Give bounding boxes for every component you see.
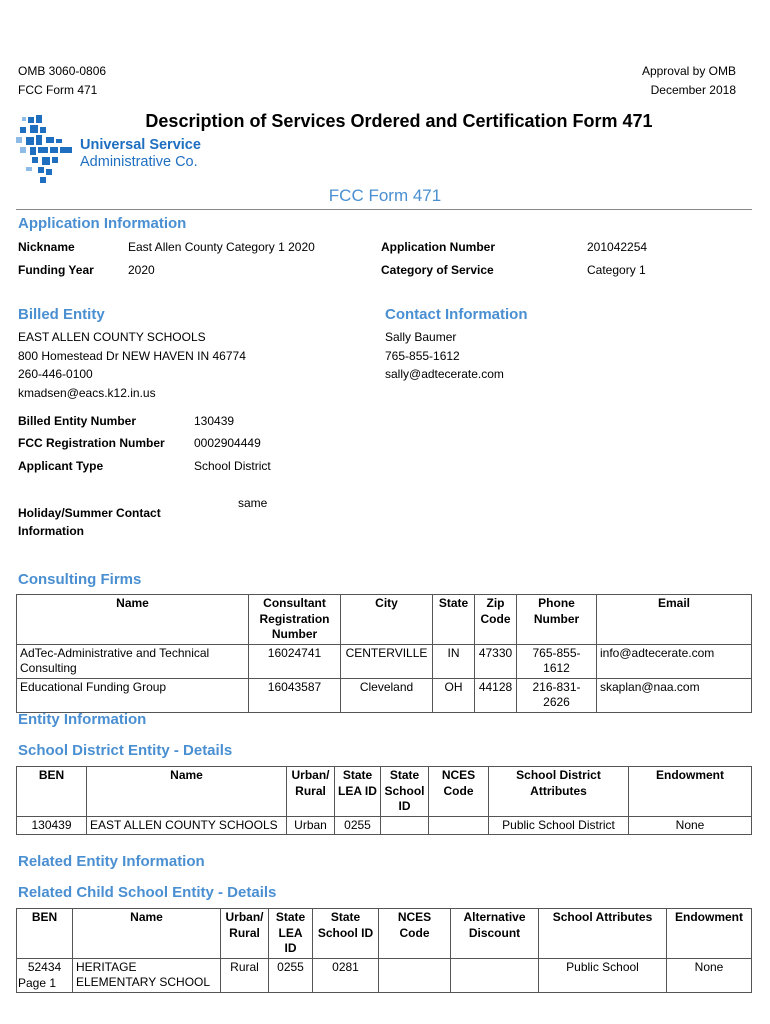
consulting-heading: Consulting Firms bbox=[18, 571, 142, 588]
funding-year-label: Funding Year bbox=[18, 263, 94, 277]
frn-label: FCC Registration Number bbox=[18, 436, 165, 450]
holiday-contact-value: same bbox=[238, 496, 268, 510]
col-city: City bbox=[341, 595, 433, 645]
billed-entity-email: kmadsen@eacs.k12.in.us bbox=[18, 385, 156, 400]
application-heading: Application Information bbox=[18, 215, 187, 232]
omb-number: OMB 3060-0806 bbox=[18, 64, 107, 78]
form-number: FCC Form 471 bbox=[18, 83, 98, 97]
ben-label: Billed Entity Number bbox=[18, 414, 137, 428]
divider bbox=[16, 209, 752, 210]
billed-entity-name: EAST ALLEN COUNTY SCHOOLS bbox=[18, 330, 206, 344]
approval-label: Approval by OMB bbox=[641, 64, 736, 78]
school-district-table bbox=[16, 766, 752, 835]
col-zip: Zip Code bbox=[475, 595, 517, 645]
consulting-table bbox=[16, 594, 752, 713]
logo-line2: Administrative Co. bbox=[80, 154, 198, 170]
billed-entity-block bbox=[18, 328, 246, 402]
page-title: Description of Services Ordered and Certification Form 471 bbox=[145, 111, 653, 131]
billed-entity-phone: 260-446-0100 bbox=[18, 367, 93, 381]
related-entity-heading: Related Entity Information bbox=[18, 853, 205, 870]
child-school-heading: Related Child School Entity - Details bbox=[18, 884, 277, 901]
col-state: State bbox=[433, 595, 475, 645]
header-right bbox=[642, 62, 736, 100]
billed-entity-heading: Billed Entity bbox=[18, 306, 105, 323]
form-title: FCC Form 471 bbox=[328, 186, 442, 205]
child-school-header-row: BEN Name Urban/ Rural State LEA ID State School ID NCES Code Alternative Discount School Attributes Endowment bbox=[17, 909, 752, 959]
category-value: Category 1 bbox=[587, 263, 646, 277]
applicant-type-value: School District bbox=[194, 459, 271, 473]
logo-line1: Universal Service bbox=[80, 137, 201, 153]
entity-info-heading: Entity Information bbox=[18, 711, 147, 728]
col-phone: Phone Number bbox=[517, 595, 597, 645]
nickname-label: Nickname bbox=[18, 240, 75, 254]
ben-value: 130439 bbox=[194, 414, 235, 428]
school-district-header-row: BEN Name Urban/ Rural State LEA ID State School ID NCES Code School District Attributes Endowment bbox=[17, 767, 752, 817]
applicant-type-label: Applicant Type bbox=[18, 459, 104, 473]
table-row: AdTec-Administrative and Technical Consulting 16024741 CENTERVILLE IN 47330 765-855-1612 info@adtecerate.com bbox=[17, 644, 752, 678]
nickname-value: East Allen County Category 1 2020 bbox=[128, 240, 315, 254]
contact-phone: 765-855-1612 bbox=[385, 348, 460, 363]
approval-date: December 2018 bbox=[650, 83, 736, 97]
contact-email: sally@adtecerate.com bbox=[385, 367, 504, 381]
col-registration: Consultant Registration Number bbox=[249, 595, 341, 645]
col-email: Email bbox=[597, 595, 752, 645]
table-row: 52434 HERITAGE ELEMENTARY SCHOOL Rural 0255 0281 Public School None bbox=[17, 958, 752, 992]
frn-value: 0002904449 bbox=[194, 436, 261, 450]
application-number-value: 201042254 bbox=[587, 240, 648, 254]
header-left bbox=[18, 62, 106, 100]
usac-logo-text bbox=[80, 137, 201, 171]
table-row: 130439 EAST ALLEN COUNTY SCHOOLS Urban 0255 Public School District None bbox=[17, 816, 752, 835]
application-number-label: Application Number bbox=[381, 240, 496, 254]
page-number: Page 1 bbox=[18, 976, 57, 990]
category-label: Category of Service bbox=[381, 263, 494, 277]
funding-year-value: 2020 bbox=[128, 263, 155, 277]
col-name: Name bbox=[17, 595, 249, 645]
child-school-table bbox=[16, 908, 752, 993]
contact-name: Sally Baumer bbox=[385, 330, 457, 344]
billed-entity-address: 800 Homestead Dr NEW HAVEN IN 46774 bbox=[18, 348, 246, 363]
consulting-header-row bbox=[17, 595, 752, 645]
contact-block bbox=[385, 328, 504, 384]
table-row: Educational Funding Group 16043587 Cleveland OH 44128 216-831-2626 skaplan@naa.com bbox=[17, 678, 752, 712]
holiday-contact-label: Holiday/Summer Contact Information bbox=[18, 506, 161, 538]
school-district-heading: School District Entity - Details bbox=[18, 742, 233, 759]
contact-heading: Contact Information bbox=[385, 306, 528, 323]
